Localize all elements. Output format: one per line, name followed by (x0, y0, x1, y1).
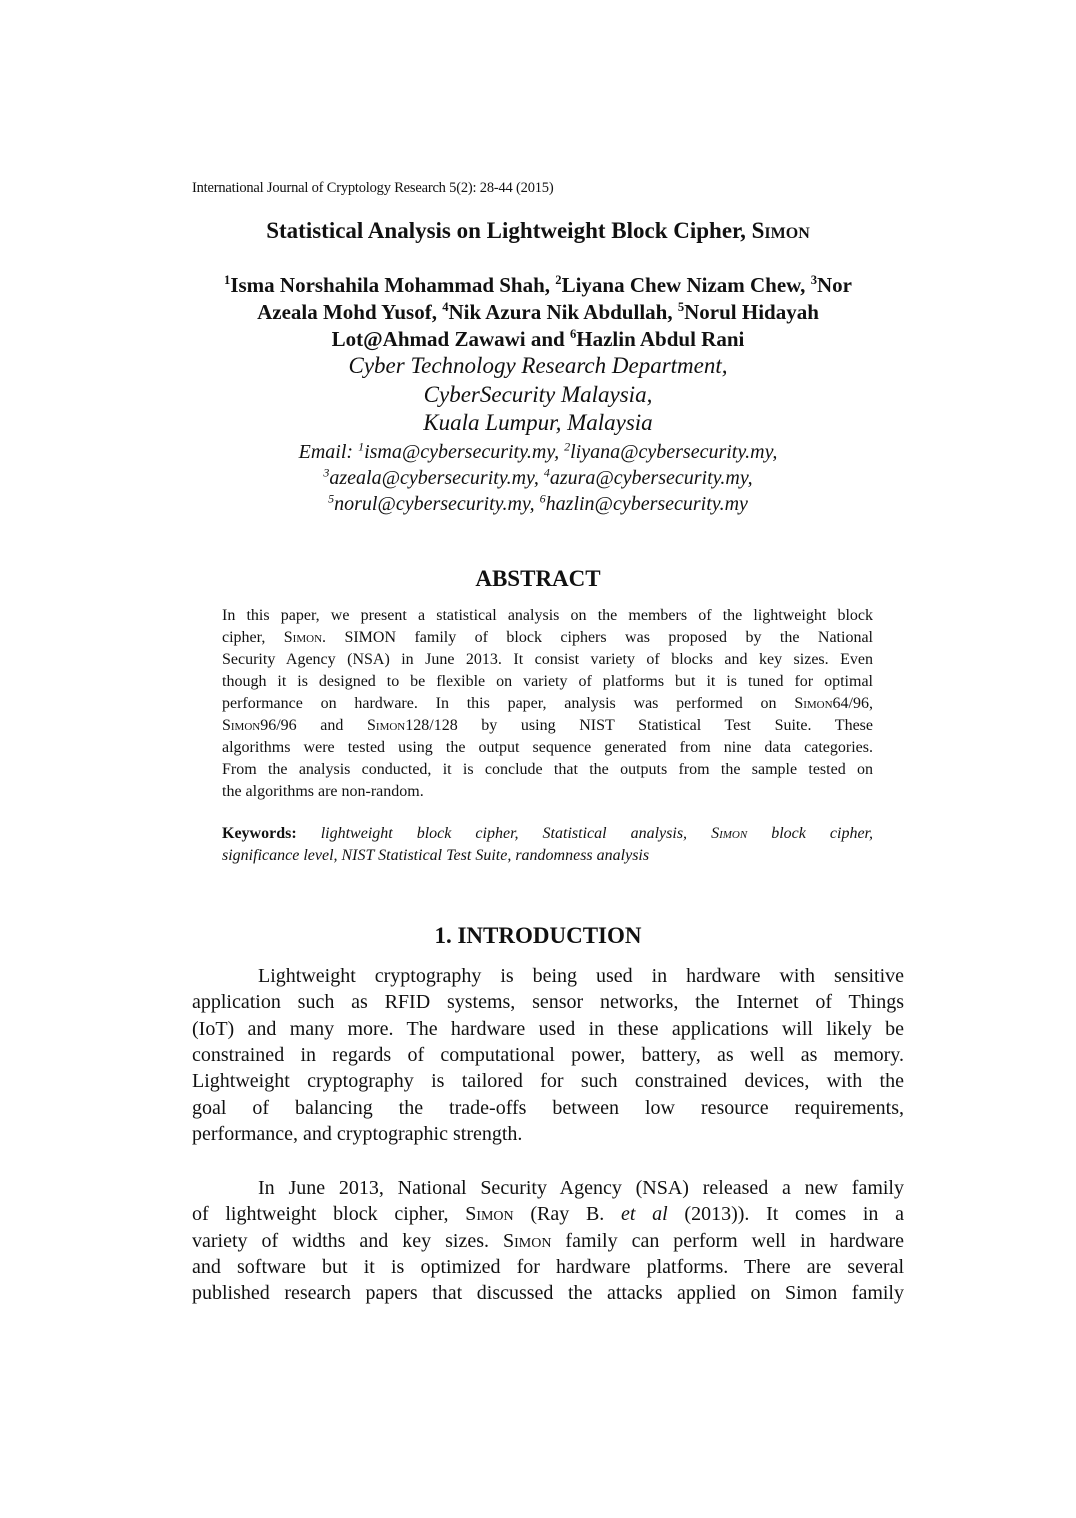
author-name: Lot@Ahmad Zawawi and (331, 327, 570, 351)
affiliation-line: Cyber Technology Research Department, (348, 353, 728, 378)
abstract-line: Simon96/96 and Simon128/128 by using NIST Statistical Test Suite. These (222, 717, 873, 734)
paragraph-line: constrained in regards of computational power, battery, as well as memory. (192, 1043, 904, 1066)
affiliation-line: CyberSecurity Malaysia, (423, 382, 653, 407)
email-index: 6 (539, 491, 546, 506)
author-line (0, 327, 1076, 352)
paper-title-text: Statistical Analysis on Lightweight Block Cipher, (266, 218, 752, 243)
abstract-line: though it is designed to be flexible on variety of platforms but it is tuned for optimal (222, 673, 873, 690)
keywords-label: Keywords: (222, 825, 297, 842)
abstract-line: Security Agency (NSA) in June 2013. It consist variety of blocks and key sizes. Even (222, 651, 873, 668)
email-address[interactable]: norul@cybersecurity.my, (334, 493, 540, 515)
paragraph-line: and software but it is optimized for hardware platforms. There are several (192, 1255, 904, 1278)
paper-title-cipher: Simon (751, 218, 810, 243)
author-name: Isma Norshahila Mohammad Shah, (230, 273, 556, 297)
et-al: et al (621, 1203, 668, 1226)
cipher-name: Simon (711, 825, 748, 842)
author-index: 6 (569, 327, 577, 341)
paragraph-line: (IoT) and many more. The hardware used in these applications will likely be (192, 1017, 904, 1040)
email-line (0, 493, 1076, 516)
author-name: Hazlin Abdul Rani (576, 327, 745, 351)
paragraph-line: Lightweight cryptography is tailored for such constrained devices, with the (192, 1070, 904, 1093)
cipher-name: Simon (465, 1203, 514, 1226)
affiliation-line: Kuala Lumpur, Malaysia (423, 410, 653, 435)
journal-citation: International Journal of Cryptology Research 5(2): 28-44 (2015) (192, 180, 554, 196)
email-index: 1 (358, 439, 365, 454)
paragraph-line: performance, and cryptographic strength. (192, 1122, 523, 1145)
cipher-name: Simon (222, 717, 261, 734)
abstract-line: In this paper, we present a statistical analysis on the members of the lightweight block (222, 607, 873, 624)
cipher-name: Simon (283, 629, 323, 646)
email-address[interactable]: liyana@cybersecurity.my, (570, 441, 778, 463)
author-index: 3 (810, 273, 817, 287)
paragraph-line: variety of widths and key sizes. Simon family can perform well in hardware (192, 1229, 904, 1252)
paragraph-line: published research papers that discussed the attacks applied on Simon family (192, 1282, 904, 1305)
abstract-line: algorithms were tested using the output sequence generated from nine data categories. (222, 739, 873, 756)
email-line (0, 467, 1076, 490)
author-name: Nor (816, 273, 852, 297)
author-index: 5 (677, 300, 685, 314)
keywords-text: lightweight block cipher, Statistical analysis, Simon block cipher, (320, 825, 874, 842)
paragraph-line: In June 2013, National Security Agency (NSA) released a new family (258, 1177, 904, 1199)
email-address[interactable]: isma@cybersecurity.my, (364, 441, 565, 463)
author-name: Azeala Mohd Yusof, (257, 300, 443, 324)
author-index: 2 (555, 273, 562, 287)
cipher-name: Simon (502, 1229, 552, 1252)
author-index: 4 (442, 300, 449, 314)
keywords-line (222, 847, 873, 865)
email-line (0, 441, 1076, 464)
email-address[interactable]: hazlin@cybersecurity.my (545, 493, 748, 515)
author-index: 1 (224, 273, 231, 287)
cipher-name: Simon (794, 695, 833, 712)
paragraph-line: application such as RFID systems, sensor networks, the Internet of Things (192, 991, 904, 1014)
abstract-line: From the analysis conducted, it is conclude that the outputs from the sample tested on (222, 761, 873, 778)
abstract-line: the algorithms are non-random. (222, 783, 424, 800)
paper-title (0, 218, 1076, 244)
abstract-heading: ABSTRACT (475, 566, 601, 591)
email-label: Email: (298, 441, 359, 463)
email-index: 5 (328, 491, 335, 506)
email-index: 3 (323, 465, 330, 480)
author-name: Nik Azura Nik Abdullah, (448, 300, 678, 324)
email-index: 2 (564, 439, 571, 454)
author-name: Liyana Chew Nizam Chew, (561, 273, 811, 297)
email-address[interactable]: azura@cybersecurity.my, (549, 467, 753, 489)
author-name: Norul Hidayah (684, 300, 819, 324)
keywords-text: significance level, NIST Statistical Test Suite, randomness analysis (222, 847, 650, 864)
keywords-line (222, 825, 873, 843)
abstract-line: performance on hardware. In this paper, analysis was performed on Simon64/96, (222, 695, 873, 712)
author-line (0, 300, 1076, 325)
abstract-line: cipher, Simon. SIMON family of block ciphers was proposed by the National (222, 629, 873, 646)
author-line (0, 273, 1076, 298)
email-index: 4 (543, 465, 550, 480)
paragraph-line: goal of balancing the trade-offs between low resource requirements, (192, 1096, 904, 1119)
email-address[interactable]: azeala@cybersecurity.my, (329, 467, 544, 489)
paragraph-line: of lightweight block cipher, Simon (Ray B. et al (2013)). It comes in a (192, 1203, 904, 1226)
paragraph-line: Lightweight cryptography is being used in hardware with sensitive (258, 965, 904, 987)
introduction-heading: 1. INTRODUCTION (434, 923, 642, 948)
cipher-name: Simon (367, 717, 406, 734)
